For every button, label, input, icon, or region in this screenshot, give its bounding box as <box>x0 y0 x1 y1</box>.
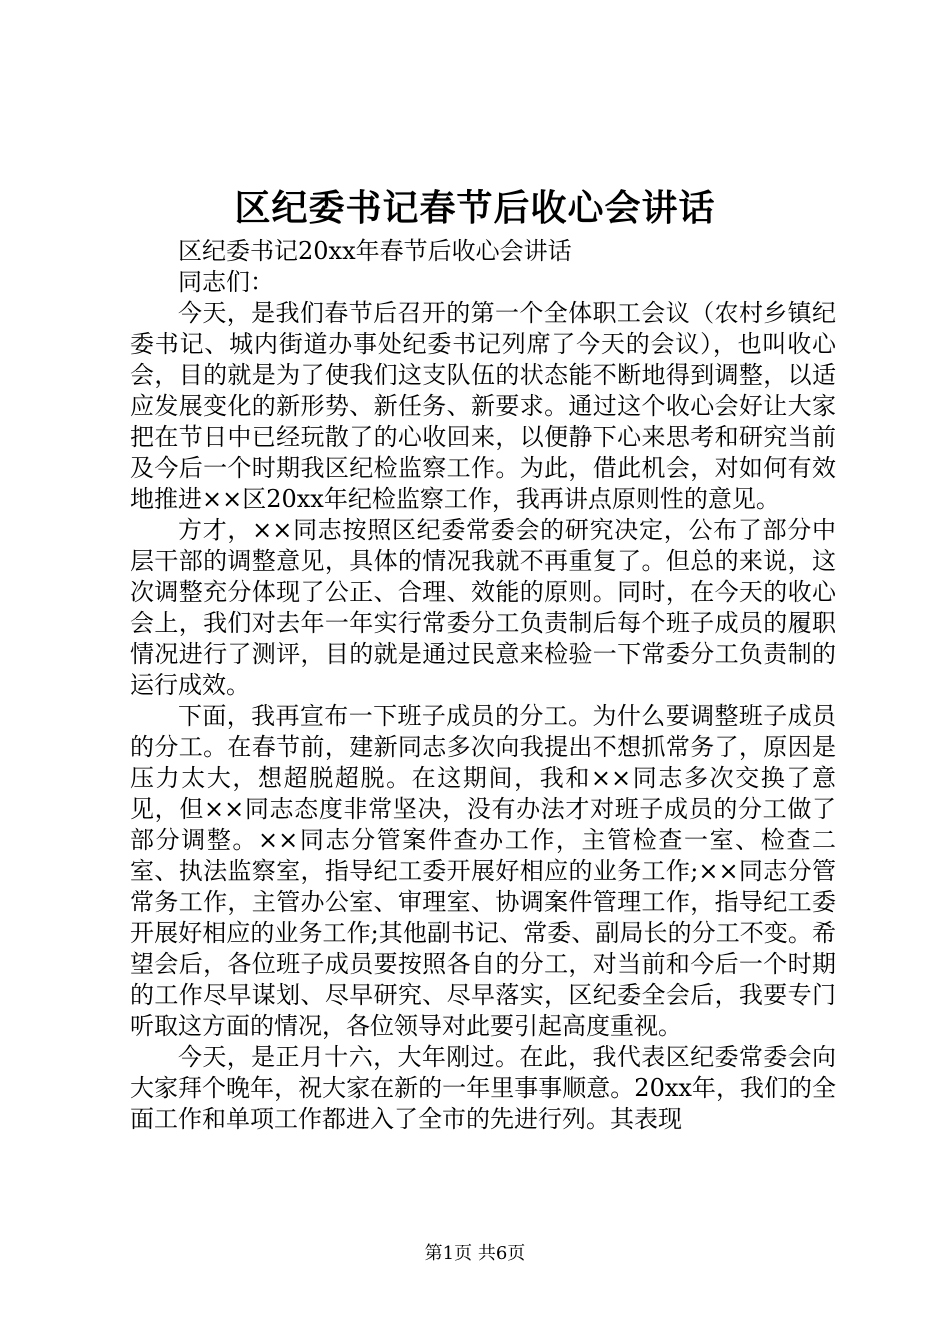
page-footer: 第1页 共6页 <box>424 1243 526 1264</box>
paragraph-3: 下面，我再宣布一下班子成员的分工。为什么要调整班子成员的分工。在春节前，建新同志多次向我提出不想抓常务了，原因是压力太大，想超脱超脱。在这期间，我和××同志多次交换了意见，但××同志态度非常坚决，没有办法才对班子成员的分工做了部分调整。××同志分管案件查办工作，主管检查一室、检查二室、执法监察室，指导纪工委开展好相应的业务工作;××同志分管常务工作，主管办公室、审理室、协调案件管理工作，指导纪工委开展好相应的业务工作;其他副书记、常委、副局长的分工不变。希望会后，各位班子成员要按照各自的分工，对当前和今后一个时期的工作尽早谋划、尽早研究、尽早落实，区纪委全会后，我要专门听取这方面的情况，各位领导对此要引起高度重视。 <box>130 702 836 1040</box>
paragraph-4: 今天，是正月十六，大年刚过。在此，我代表区纪委常委会向大家拜个晚年，祝大家在新的一年里事事顺意。20xx年，我们的全面工作和单项工作都进入了全市的先进行列。其表现 <box>130 1043 836 1133</box>
document-title: 区纪委书记春节后收心会讲话 <box>234 187 716 229</box>
document-body <box>130 236 836 1135</box>
paragraph-2: 方才，××同志按照区纪委常委会的研究决定，公布了部分中层干部的调整意见，具体的情况我就不再重复了。但总的来说，这次调整充分体现了公正、合理、效能的原则。同时，在今天的收心会上，我们对去年一年实行常委分工负责制后每个班子成员的履职情况进行了测评，目的就是通过民意来检验一下常委分工负责制的运行成效。 <box>130 516 836 699</box>
document-subtitle: 区纪委书记20xx年春节后收心会讲话 <box>178 237 572 265</box>
salutation: 同志们： <box>178 268 274 296</box>
paragraph-1: 今天，是我们春节后召开的第一个全体职工会议（农村乡镇纪委书记、城内街道办事处纪委书记列席了今天的会议），也叫收心会，目的就是为了使我们这支队伍的状态能不断地得到调整，以适应发展变化的新形势、新任务、新要求。通过这个收心会好让大家把在节日中已经玩散了的心收回来，以便静下心来思考和研究当前及今后一个时期我区纪检监察工作。为此，借此机会，对如何有效地推进××区20xx年纪检监察工作，我再讲点原则性的意见。 <box>130 299 836 513</box>
